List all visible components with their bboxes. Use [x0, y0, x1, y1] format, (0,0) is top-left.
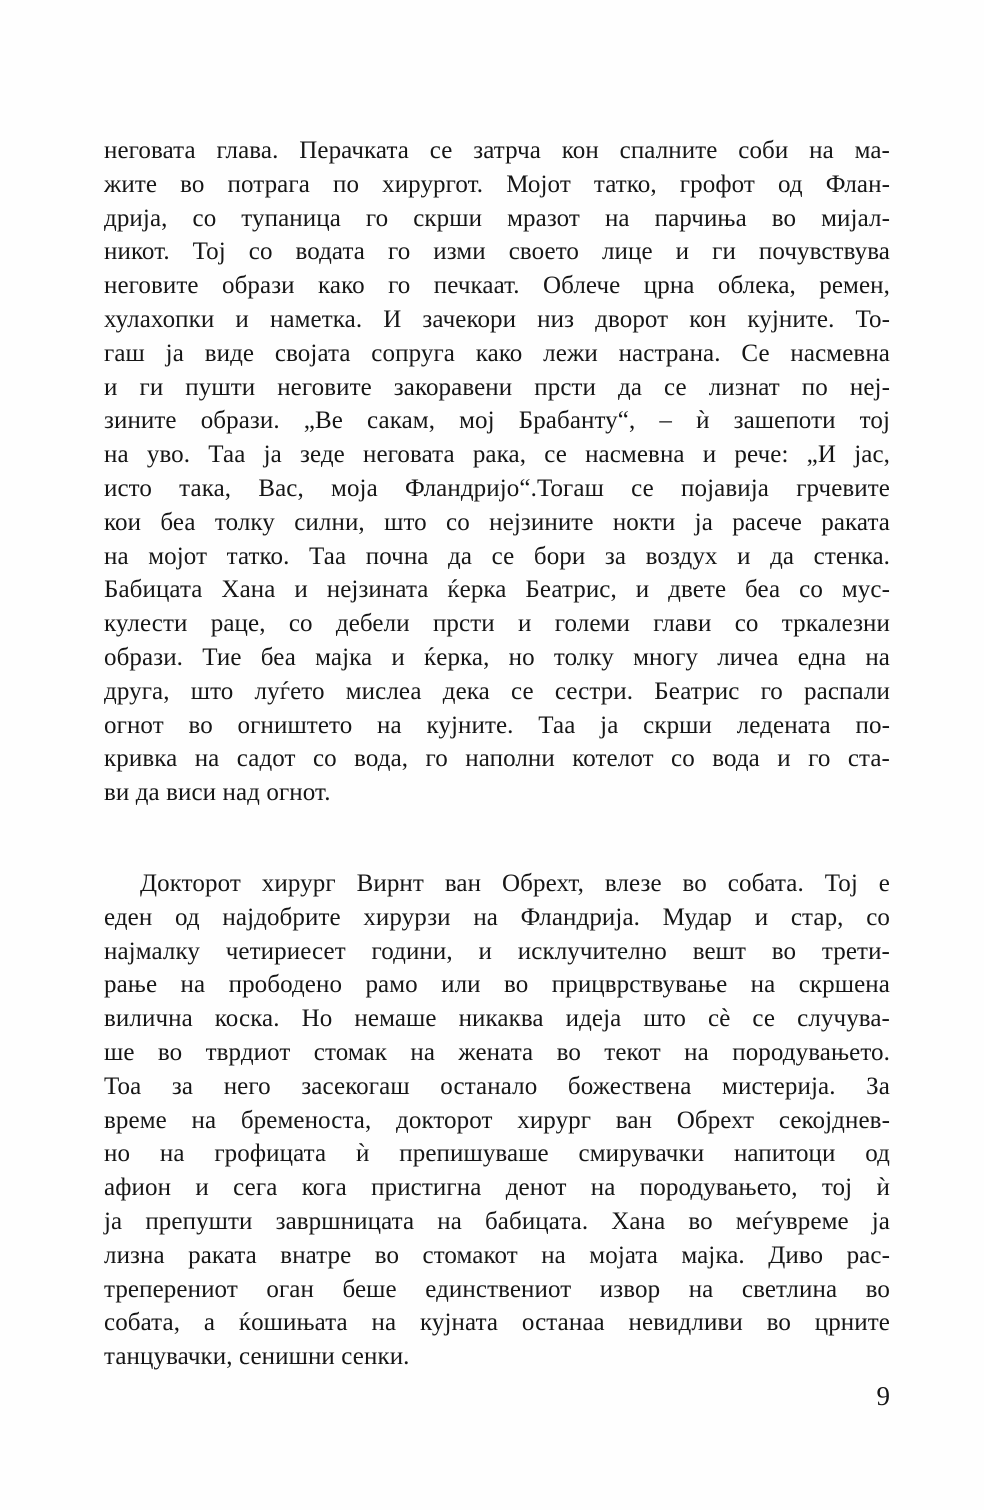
text-line: образи. Тие беа мајка и ќерка, но толку многу личеа една на — [104, 643, 890, 671]
text-line: но на грофицата ѝ препишуваше смирувачки напитоци од — [104, 1140, 890, 1168]
text-line: најмалку четириесет години, и исклучително вешт во трети- — [104, 937, 890, 965]
paragraph — [104, 867, 890, 1374]
text-line: кривка на садот со вода, го наполни котелот со вода и го ста- — [104, 745, 890, 773]
text-line: еден од најдобрите хирурзи на Фландрија. Мудар и стар, со — [104, 903, 890, 931]
text-line: кои беа толку силни, што со нејзините нокти ја расече раката — [104, 508, 890, 536]
text-line: Докторот хирург Вирнт ван Обрехт, влезе во собата. Тој е — [140, 869, 890, 897]
paragraph — [104, 134, 890, 810]
text-line: Бабицата Хана и нејзината ќерка Беатрис, и двете беа со мус- — [104, 576, 890, 604]
text-line: собата, а ќошињата на кујната останаа невидливи во црните — [104, 1309, 890, 1337]
text-line: жите во потрага по хирургот. Мојот татко, грофот од Флан- — [104, 170, 890, 198]
text-line: зините образи. „Ве сакам, мој Брабанту“, – ѝ зашепоти тој — [104, 407, 890, 435]
text-line: афион и сега кога пристигна денот на породувањето, тој ѝ — [104, 1174, 890, 1202]
text-line: хулахопки и наметка. И зачекори низ дворот кон кујните. То- — [104, 305, 890, 333]
text-line: ја препушти завршницата на бабицата. Хана во меѓувреме ја — [104, 1207, 890, 1235]
text-line: Тоа за него засекогаш останало божествена мистерија. За — [104, 1072, 890, 1100]
text-line: никот. Тој со водата го изми своето лице и ги почувствува — [104, 238, 890, 266]
body-text — [104, 134, 890, 1374]
text-line: неговата глава. Перачката се затрча кон спалните соби на ма- — [104, 137, 890, 164]
text-line: исто така, Вас, моја Фландријо“.Тогаш се појавија грчевите — [104, 474, 890, 502]
text-line: гаш ја виде својата сопруга како лежи настрана. Се насмевна — [104, 339, 890, 367]
page-number: 9 — [876, 1381, 890, 1411]
text-line: дрија, со тупаница го скрши мразот на парчиња во мијал- — [104, 204, 890, 232]
text-line: танцувачки, сенишни сенки. — [104, 1343, 410, 1371]
text-line: ше во тврдиот стомак на жената во текот на породувањето. — [104, 1038, 890, 1066]
text-line: неговите образи како го печкаат. Облече црна облека, ремен, — [104, 272, 890, 300]
text-line: треперениот оган беше единствениот извор на светлина во — [104, 1275, 890, 1303]
text-line: кулести раце, со дебели прсти и големи глави со тркалезни — [104, 610, 890, 638]
text-line: време на бременоста, докторот хирург ван Обрехт секојднев- — [104, 1106, 890, 1134]
text-line: ви да виси над огнот. — [104, 779, 331, 807]
text-line: на уво. Таа ја зеде неговата рака, се насмевна и рече: „И јас, — [104, 441, 890, 469]
text-line: огнот во огништето на кујните. Таа ја скрши ледената по- — [104, 711, 890, 739]
text-line: друга, што луѓето мислеа дека се сестри. Беатрис го распали — [104, 677, 890, 705]
text-line: рање на прободено рамо или во прицврствување на скршена — [104, 971, 890, 999]
text-line: и ги пушти неговите закоравени прсти да се лизнат по неј- — [104, 373, 890, 401]
text-line: на мојот татко. Таа почна да се бори за воздух и да стенка. — [104, 542, 890, 570]
text-line: вилична коска. Но немаше никаква идеја што сѐ се случува- — [104, 1005, 890, 1033]
text-line: лизна раката внатре во стомакот на мојата мајка. Диво рас- — [104, 1241, 890, 1269]
